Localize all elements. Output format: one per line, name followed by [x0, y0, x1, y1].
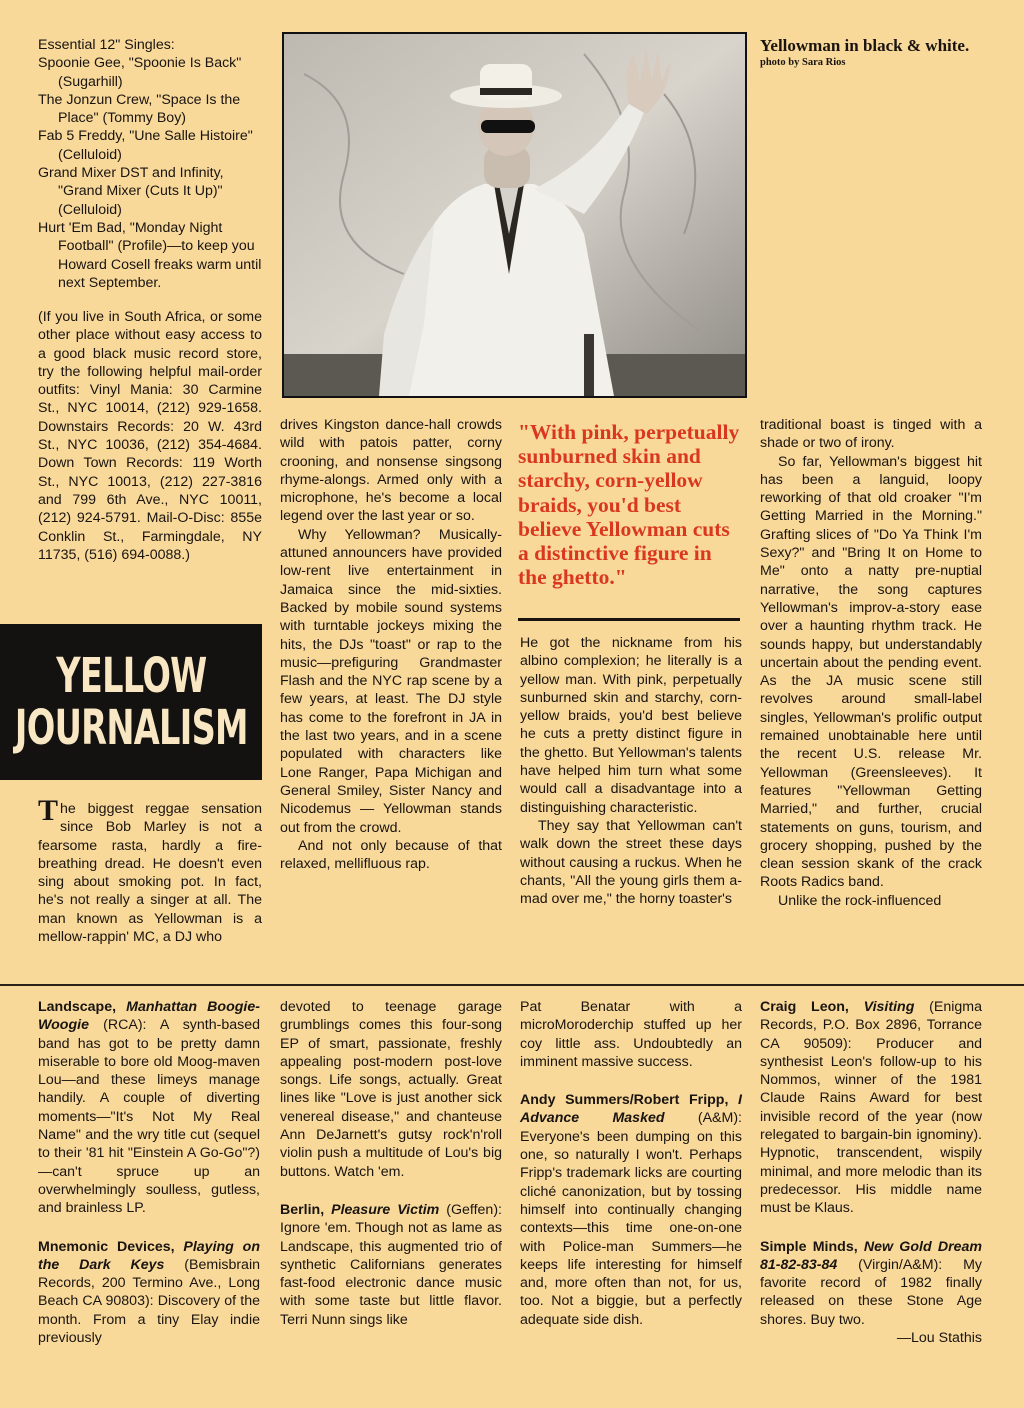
- byline: —Lou Stathis: [896, 1330, 982, 1347]
- reviews-column-2: [280, 998, 502, 1329]
- review-album: New Gold Dream 81-82-83-84: [760, 1238, 982, 1273]
- single-entry: The Jonzun Crew, "Space Is the Place" (Tommy Boy): [38, 91, 241, 127]
- reviews-column-4: [760, 998, 982, 1347]
- review-simple-minds: [760, 1238, 982, 1329]
- photo-credit: photo by Sara Rios: [760, 57, 846, 68]
- review-artist: Berlin,: [280, 1201, 325, 1218]
- review-body: (Bemisbrain Records, 200 Termino Ave., Long Beach CA 90803): Discovery of the month. From a tiny Elay indie previously: [38, 1256, 260, 1347]
- title-line-2: JOURNALISM: [14, 700, 248, 756]
- single-entry: Fab 5 Freddy, "Une Salle Histoire" (Celluloid): [38, 128, 253, 163]
- article-paragraph: traditional boast is tinged with a shade or two of irony.: [760, 417, 982, 452]
- photo-illustration: [284, 34, 745, 396]
- review-artist: Mnemonic Devices,: [38, 1238, 175, 1255]
- singles-list: [38, 36, 262, 292]
- single-entry: Hurt 'Em Bad, "Monday Night Football" (Profile)—to keep you Howard Cosell freaks warm until next September.: [38, 219, 262, 291]
- singles-heading: Essential 12" Singles:: [38, 37, 175, 53]
- single-entry: Grand Mixer DST and Infinity, "Grand Mixer (Cuts It Up)" (Celluloid): [38, 165, 224, 218]
- review-body: (Virgin/A&M): My favorite record of 1982 finally released on these Stone Age shores. Buy two.: [760, 1256, 982, 1328]
- pull-quote-rule: [518, 618, 740, 621]
- article-paragraph: And not only because of that relaxed, mellifluous rap.: [280, 837, 502, 873]
- review-body: (RCA): A synth-based band has got to be pretty damn miserable to bore old Moog-maven Lou—and these limeys manage handily. A couple of diverting moments—"It's Not My Real Name" and the wry title cut (sequel to their '81 hit "Einstein A Go-Go"?)—can't spruce up an overwhelmingly soulless, gutless, and brainless LP.: [38, 1017, 260, 1217]
- review-continuation: Pat Benatar with a microMoroderchip stuffed up her coy little ass. Undoubtedly an imminent massive success.: [520, 999, 742, 1070]
- article-paragraph: They say that Yellowman can't walk down the street these days without causing a ruckus. When he chants, "All the young girls them a-mad over me," the horny toaster's: [520, 817, 742, 908]
- section-divider: [0, 984, 1024, 986]
- review-continuation: devoted to teenage garage grumblings comes this four-song EP of smart, passionate, freshly appealing post-modern post-love songs. Life songs, actually. Great lines like "Love is just another sick venereal disease," and chanteuse Ann DeJarnett's gutsy rock'n'roll violin push a multitude of Lou's big buttons. Watch 'em.: [280, 999, 502, 1180]
- review-album: Playing on the Dark Keys: [38, 1238, 260, 1273]
- review-body: (A&M): Everyone's been dumping on this one, so naturally I won't. Perhaps Fripp's trademark licks are courting cliché canonization, but by tossing himself into continually changing contexts—this time one-on-one with Police-man Summers—he keeps life interesting for himself and, more often than not, for us, too. Not a biggie, but a perfectly adequate side dish.: [520, 1110, 742, 1328]
- yellowman-photo: [282, 32, 747, 398]
- review-mnemonic-devices: [38, 1238, 260, 1348]
- reviews-column-3: [520, 998, 742, 1329]
- title-line-1: YELLOW: [55, 648, 207, 704]
- article-column-4: [760, 416, 982, 910]
- article-column-2: [280, 416, 502, 873]
- review-summers-fripp: [520, 1091, 742, 1329]
- review-album: Pleasure Victim: [331, 1201, 440, 1218]
- review-album: Visiting: [863, 999, 915, 1015]
- reviews-column-1: [38, 998, 260, 1347]
- article-paragraph: So far, Yellowman's biggest hit has been a languid, loopy reworking of that old croaker "I'm Getting Married in the Morning." Grafting slices of "Do Ya Think I'm Sexy?" and "Bring It on Home to Me" onto a natty pre-nuptial narrative, the song captures Yellowman's improv-a-story ease over a haunting rhythm track. He sounds happy, but understandably uncertain about the pending event. As the JA music scene still revolves around small-label singles, Yellowman's prolific output remained unobtainable here until the recent U.S. release Mr. Yellowman (Greensleeves). It features "Yellowman Getting Married," and further, crucial statements on guns, tourism, and grocery shopping, pushed by the clean session skank of the crack Roots Radics band.: [760, 453, 982, 891]
- review-artist: Andy Summers/Robert Fripp,: [520, 1092, 729, 1109]
- review-landscape: [38, 998, 260, 1218]
- drop-cap: T: [38, 794, 59, 827]
- article-intro: [38, 794, 262, 946]
- single-entry: Spoonie Gee, "Spoonie Is Back" (Sugarhill): [38, 55, 242, 90]
- review-album: I Advance Masked: [520, 1092, 742, 1127]
- mailorder-paragraph: (If you live in South Africa, or some other place without easy access to a good black music record store, try the following helpful mail-order outfits: Vinyl Mania: 30 Carmine St., NYC 10014, (212) 929-1658. Downstairs Records: 20 W. 43rd St., NYC 10036, (212) 354-4684. Down Town Records: 119 Worth St., NYC 10013, (212) 227-3816 and 799 6th Ave., NYC 10011, (212) 924-5791. Mail-O-Disc: 855e Conklin St., Farmingdale, NY 11735, (516) 694-0088.): [38, 309, 262, 563]
- article-paragraph: Why Yellowman? Musically-attuned announcers have provided low-rent live entertainment in Jamaica since the mid-sixties. Backed by mobile sound systems with turntable jockeys mixing the hits, the DJs "toast" or rap to the music—prefiguring Grandmaster Flash and the NYC rap scene by a few years, at least. The DJ style has come to the forefront in JA in the last two years, and in a scene populated with characters like Lone Ranger, Papa Michigan and General Smiley, Sister Nancy and Nicodemus — Yellowman stands out from the crowd.: [280, 526, 502, 836]
- review-berlin: [280, 1201, 502, 1329]
- photo-caption: [760, 36, 1000, 68]
- article-paragraph: Unlike the rock-influenced: [778, 892, 942, 909]
- review-artist: Craig Leon,: [760, 999, 849, 1015]
- review-artist: Landscape,: [38, 999, 117, 1015]
- intro-text: he biggest reggae sensation since Bob Marley is not a fearsome rasta, hardly a fire-breathing dread. He doesn't even sing about smoking pot. In fact, he's not really a singer at all. The man known as Yellowman is a mellow-rappin' MC, a DJ who: [38, 801, 262, 946]
- article-paragraph: He got the nickname from his albino complexion; he literally is a yellow man. With pink, perpetually sunburned skin and starchy, corn-yellow braids, you'd best believe he cuts a pretty distinct figure in the ghetto. But Yellowman's talents have helped him turn what some would call a disadvantage into a distinguishing characteristic.: [520, 635, 742, 816]
- caption-title: Yellowman in black & white.: [760, 36, 970, 55]
- article-title-banner: [0, 624, 262, 780]
- review-craig-leon: [760, 998, 982, 1218]
- article-column-3: [520, 634, 742, 908]
- review-body: (Geffen): Ignore 'em. Though not as lame as Landscape, this augmented trio of synthetic Californians generates fast-food electronic dance music with some taste but little flavor. Terri Nunn sings like: [280, 1201, 502, 1328]
- article-paragraph: drives Kingston dance-hall crowds wild with patois patter, corny crooning, and nonsense singsong rhyme-alongs. Armed only with a microphone, he's become a local legend over the last year or so.: [280, 417, 502, 525]
- review-artist: Simple Minds,: [760, 1238, 858, 1255]
- pull-quote: "With pink, perpetually sunburned skin and starchy, corn-yellow braids, you'd best believe Yellowman cuts a distinctive figure in the ghetto.": [518, 420, 740, 590]
- review-body: (Enigma Records, P.O. Box 2896, Torrance CA 90509): Producer and synthesist Leon's follow-up to his Nommos, winner of the 1981 Claude Rains Award for best invisible record of the year (now relegated to bargain-bin ignominy). Hypnotic, transcendent, wispily minimal, and more melodic than its predecessor. His middle name must be Klaus.: [760, 999, 982, 1217]
- review-album: Manhattan Boogie-Woogie: [38, 999, 260, 1034]
